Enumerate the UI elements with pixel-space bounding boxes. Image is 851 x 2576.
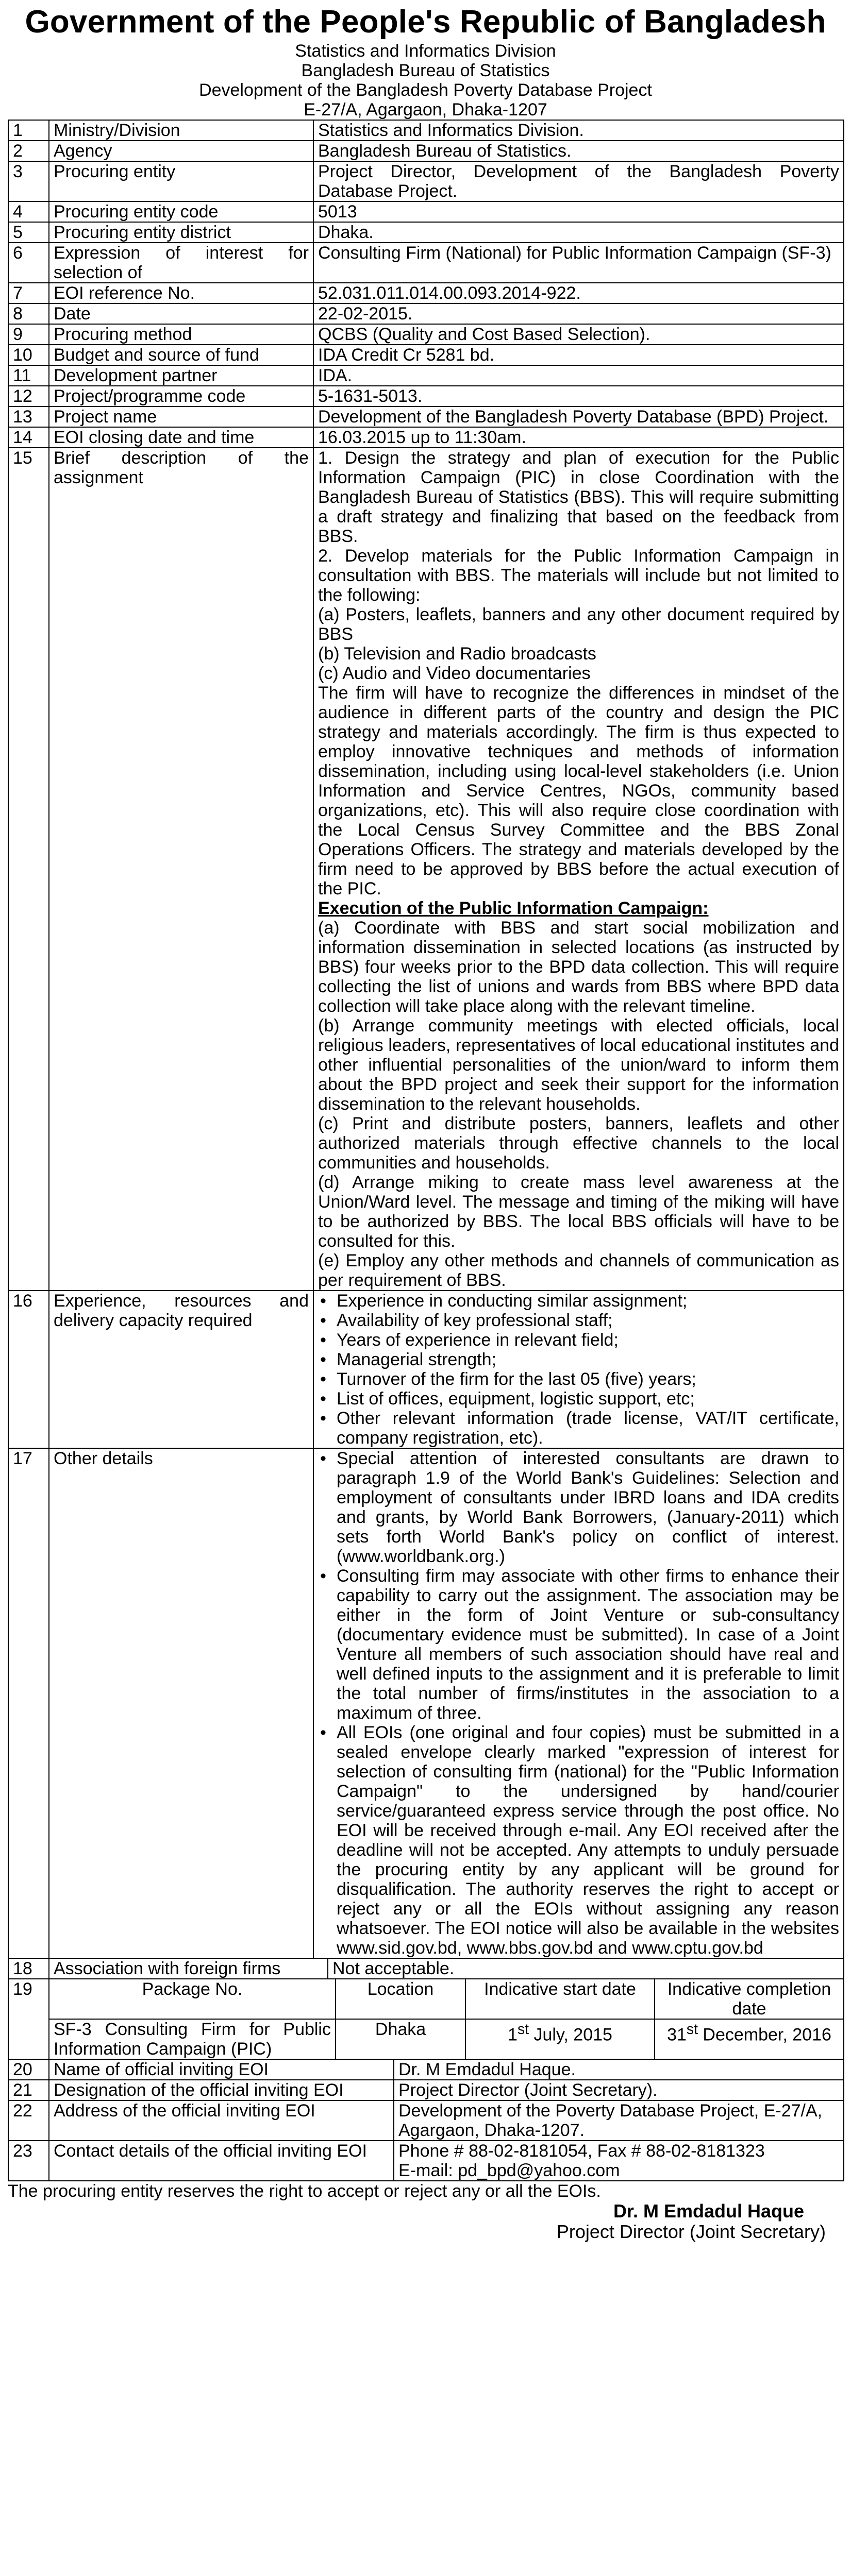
table-row: [8, 243, 844, 283]
row-number: 13: [8, 406, 49, 427]
list-item: • Turnover of the firm for the last 05 (five) years;: [320, 1369, 696, 1389]
row-number: 5: [8, 222, 49, 243]
other-details-list: [318, 1449, 839, 1958]
experience-list: [318, 1291, 839, 1448]
row-number: 1: [8, 120, 49, 141]
bullet-icon: •: [320, 1449, 326, 1468]
header-line: Bangladesh Bureau of Statistics: [301, 61, 550, 80]
row-number: 3: [8, 161, 49, 201]
row-value: Statistics and Informatics Division.: [313, 120, 844, 141]
row-label: EOI reference No.: [49, 283, 313, 303]
row-value: IDA Credit Cr 5281 bd.: [313, 345, 844, 365]
other-details-cell: [313, 1448, 844, 1958]
row-value: 22-02-2015.: [313, 303, 844, 324]
paragraph: The firm will have to recognize the differences in mindset of the audience in different parts of the country and design the PIC strategy and materials accordingly. The firm is thus expected to employ innovative techniques and methods of information dissemination, including using local-level stakeholders (i.e. Union Information and Service Centres, NGOs, community based organizations, etc). This will also require close coordination with the Local Census Survey Committee and the BBS Zonal Operations Officers. The strategy and materials developed by the firm need to be approved by BBS before the actual execution of the PIC.: [318, 683, 839, 899]
paragraph: 1. Design the strategy and plan of execution for the Public Information Campaign (PIC) in close Coordination with the Bangladesh Bureau of Statistics (BBS). This will require submitting a draft strategy and finalizing that based on the feedback from BBS.: [318, 448, 839, 546]
row-label: Project name: [49, 406, 313, 427]
row-label: Procuring method: [49, 324, 313, 345]
contact-details: [394, 2141, 844, 2181]
row-label: Ministry/Division: [49, 120, 313, 141]
package-header-row: [8, 1979, 844, 2019]
table-row: [8, 303, 844, 324]
row-number: 23: [8, 2141, 49, 2181]
row-label: Expression of interest for selection of: [49, 243, 313, 283]
column-header: Package No.: [49, 1979, 336, 2019]
header-line: E-27/A, Agargaon, Dhaka-1207: [304, 100, 547, 120]
row-label: Address of the official inviting EOI: [49, 2100, 394, 2141]
list-item: • Availability of key professional staff;: [320, 1311, 613, 1330]
list-item: • Other relevant information (trade license, VAT/IT certificate, company registration, etc).: [320, 1409, 839, 1448]
row-value: 5013: [313, 201, 844, 222]
package-number: SF-3 Consulting Firm for Public Information Campaign (PIC): [49, 2019, 336, 2059]
table-row: [8, 406, 844, 427]
row-label: Name of official inviting EOI: [49, 2059, 394, 2080]
completion-date: 31st December, 2016: [655, 2019, 844, 2059]
table-row: [8, 345, 844, 365]
column-header: Indicative start date: [465, 1979, 655, 2019]
paragraph: (b) Television and Radio broadcasts: [318, 644, 596, 664]
row-number: 14: [8, 427, 49, 448]
table-row: [8, 2100, 844, 2141]
row-number: 21: [8, 2080, 49, 2100]
row-number: 18: [8, 1958, 49, 1979]
list-item: • Years of experience in relevant field;: [320, 1330, 619, 1350]
row-label: EOI closing date and time: [49, 427, 313, 448]
experience-list-cell: [313, 1291, 844, 1448]
row-value: Consulting Firm (National) for Public Information Campaign (SF-3): [313, 243, 844, 283]
column-header: Indicative completion date: [655, 1979, 844, 2019]
table-row-other-details: [8, 1448, 844, 1958]
header-line: Statistics and Informatics Division: [295, 41, 556, 61]
association-table: [8, 1958, 844, 1979]
list-item: • Managerial strength;: [320, 1350, 496, 1369]
row-label: Other details: [49, 1448, 313, 1958]
row-value: Development of the Poverty Database Project, E-27/A, Agargaon, Dhaka-1207.: [394, 2100, 844, 2141]
signature-block: [8, 2201, 843, 2242]
row-value: Dhaka.: [313, 222, 844, 243]
row-number: 15: [8, 448, 49, 1291]
row-label: Procuring entity code: [49, 201, 313, 222]
paragraph: (c) Print and distribute posters, banners, leaflets and other authorized materials through effective channels to the local communities and households.: [318, 1114, 839, 1173]
row-label: Association with foreign firms: [49, 1958, 328, 1979]
row-label: Agency: [49, 141, 313, 161]
eoi-notice: [8, 0, 843, 2576]
paragraph: (a) Posters, leaflets, banners and any other document required by BBS: [318, 605, 839, 644]
list-item: • All EOIs (one original and four copies) must be submitted in a sealed envelope clearly marked "expression of interest for selection of consulting firm (national) for the "Public Information Campaign" to the undersigned by hand/courier service/guaranteed express service through the post office. No EOI will be received through e-mail. Any EOI received after the deadline will not be accepted. Any attempts to unduly persuade the procuring entity by any applicant will be ground for disqualification. The authority reserves the right to accept or reject any or all the EOIs without assigning any reason whatsoever. The EOI notice will also be available in the websites www.sid.gov.bd, www.bbs.gov.bd and www.cptu.gov.bd: [320, 1723, 839, 1958]
row-value: Bangladesh Bureau of Statistics.: [313, 141, 844, 161]
row-label: Procuring entity: [49, 161, 313, 201]
row-label: Development partner: [49, 365, 313, 386]
bullet-icon: •: [320, 1389, 326, 1409]
row-value: Dr. M Emdadul Haque.: [394, 2059, 844, 2080]
bullet-icon: •: [320, 1409, 326, 1428]
table-row: [8, 2059, 844, 2080]
email-address: E-mail: pd_bpd@yahoo.com: [398, 2161, 620, 2180]
table-row: [8, 1958, 844, 1979]
row-number: 12: [8, 386, 49, 406]
table-row: [8, 283, 844, 303]
table-row: [8, 365, 844, 386]
table-row-experience: [8, 1291, 844, 1448]
execution-heading: Execution of the Public Information Campaign:: [318, 899, 709, 918]
table-row: [8, 141, 844, 161]
row-number: 10: [8, 345, 49, 365]
notice-header: [8, 0, 843, 120]
bullet-icon: •: [320, 1291, 326, 1311]
start-date: 1st July, 2015: [465, 2019, 655, 2059]
row-label: Experience, resources and delivery capacity required: [49, 1291, 313, 1448]
row-value: Project Director, Development of the Bangladesh Poverty Database Project.: [313, 161, 844, 201]
table-row: [8, 386, 844, 406]
bullet-icon: •: [320, 1330, 326, 1350]
row-label: Contact details of the official inviting EOI: [49, 2141, 394, 2181]
row-label: Date: [49, 303, 313, 324]
list-item: • List of offices, equipment, logistic support, etc;: [320, 1389, 695, 1409]
assignment-description: [313, 448, 844, 1291]
list-item: • Consulting firm may associate with other firms to enhance their capability to carry out the assignment. The association may be either in the form of Joint Venture or sub-consultancy (documentary evidence must be submitted). In case of a Joint Venture all members of such association should have real and well defined inputs to the assignment and it is preferable to limit the total number of firms/institutes in the association to a maximum of three.: [320, 1566, 839, 1723]
row-number: 8: [8, 303, 49, 324]
row-label: Brief description of the assignment: [49, 448, 313, 1291]
paragraph: 2. Develop materials for the Public Information Campaign in consultation with BBS. The materials will include but not limited to the following:: [318, 546, 839, 605]
table-row: [8, 2141, 844, 2181]
government-title: Government of the People's Republic of Bangladesh: [25, 4, 826, 40]
bullet-icon: •: [320, 1369, 326, 1389]
row-label: Designation of the official inviting EOI: [49, 2080, 394, 2100]
paragraph: (c) Audio and Video documentaries: [318, 664, 591, 683]
table-row: [8, 161, 844, 201]
column-header: Location: [336, 1979, 465, 2019]
row-number: 4: [8, 201, 49, 222]
eoi-table: [8, 120, 844, 1959]
row-value: Project Director (Joint Secretary).: [394, 2080, 844, 2100]
table-row: [8, 427, 844, 448]
row-label: Project/programme code: [49, 386, 313, 406]
row-value: Development of the Bangladesh Poverty Database (BPD) Project.: [313, 406, 844, 427]
paragraph: (a) Coordinate with BBS and start social mobilization and information dissemination in selected locations (as instructed by BBS) four weeks prior to the BPD data collection. This will require collecting the list of unions and wards from BBS where BPD data collection will take place along with the relevant timeline.: [318, 918, 839, 1016]
bullet-icon: •: [320, 1723, 326, 1742]
row-value: QCBS (Quality and Cost Based Selection).: [313, 324, 844, 345]
row-value: IDA.: [313, 365, 844, 386]
row-number: 17: [8, 1448, 49, 1958]
row-number: 19: [8, 1979, 49, 2059]
table-row: [8, 222, 844, 243]
header-line: Development of the Bangladesh Poverty Database Project: [199, 80, 652, 100]
row-value: 16.03.2015 up to 11:30am.: [313, 427, 844, 448]
package-table: [8, 1978, 844, 2060]
bullet-icon: •: [320, 1566, 326, 1586]
row-label: Procuring entity district: [49, 222, 313, 243]
paragraph: (b) Arrange community meetings with elected officials, local religious leaders, representatives of local educational institutes and other influential personalities of the union/ward to inform them about the BPD project and seek their support for the information dissemination to the relevant households.: [318, 1016, 839, 1114]
package-location: Dhaka: [336, 2019, 465, 2059]
bullet-icon: •: [320, 1311, 326, 1330]
row-number: 16: [8, 1291, 49, 1448]
row-value: Not acceptable.: [328, 1958, 844, 1979]
list-item: • Special attention of interested consultants are drawn to paragraph 1.9 of the World Bank's Guidelines: Selection and employment of consultants under IBRD loans and IDA credits and grants, by World Bank Borrowers, (January-2011) which sets forth World Bank's policy on conflict of interest. (www.worldbank.org.): [320, 1449, 839, 1566]
official-table: [8, 2059, 844, 2181]
row-label: Budget and source of fund: [49, 345, 313, 365]
row-number: 9: [8, 324, 49, 345]
phone-fax: Phone # 88-02-8181054, Fax # 88-02-8181323: [398, 2141, 765, 2161]
footer-note: The procuring entity reserves the right to accept or reject any or all the EOIs.: [8, 2181, 601, 2201]
table-row: [8, 201, 844, 222]
row-value: 5-1631-5013.: [313, 386, 844, 406]
row-number: 6: [8, 243, 49, 283]
row-number: 7: [8, 283, 49, 303]
row-number: 22: [8, 2100, 49, 2141]
table-row-assignment: [8, 448, 844, 1291]
paragraph: (d) Arrange miking to create mass level awareness at the Union/Ward level. The message and timing of the miking will have to be authorized by BBS. The local BBS officials will have to be consulted for this.: [318, 1173, 839, 1251]
paragraph: (e) Employ any other methods and channels of communication as per requirement of BBS.: [318, 1251, 839, 1290]
table-row: [8, 324, 844, 345]
package-row: [8, 2019, 844, 2059]
table-row: [8, 2080, 844, 2100]
row-number: 11: [8, 365, 49, 386]
list-item: • Experience in conducting similar assignment;: [320, 1291, 688, 1311]
row-number: 2: [8, 141, 49, 161]
bullet-icon: •: [320, 1350, 326, 1369]
signatory-name: Dr. M Emdadul Haque: [613, 2200, 804, 2222]
table-row: [8, 120, 844, 141]
row-number: 20: [8, 2059, 49, 2080]
row-value: 52.031.011.014.00.093.2014-922.: [313, 283, 844, 303]
signatory-designation: Project Director (Joint Secretary): [556, 2221, 826, 2242]
